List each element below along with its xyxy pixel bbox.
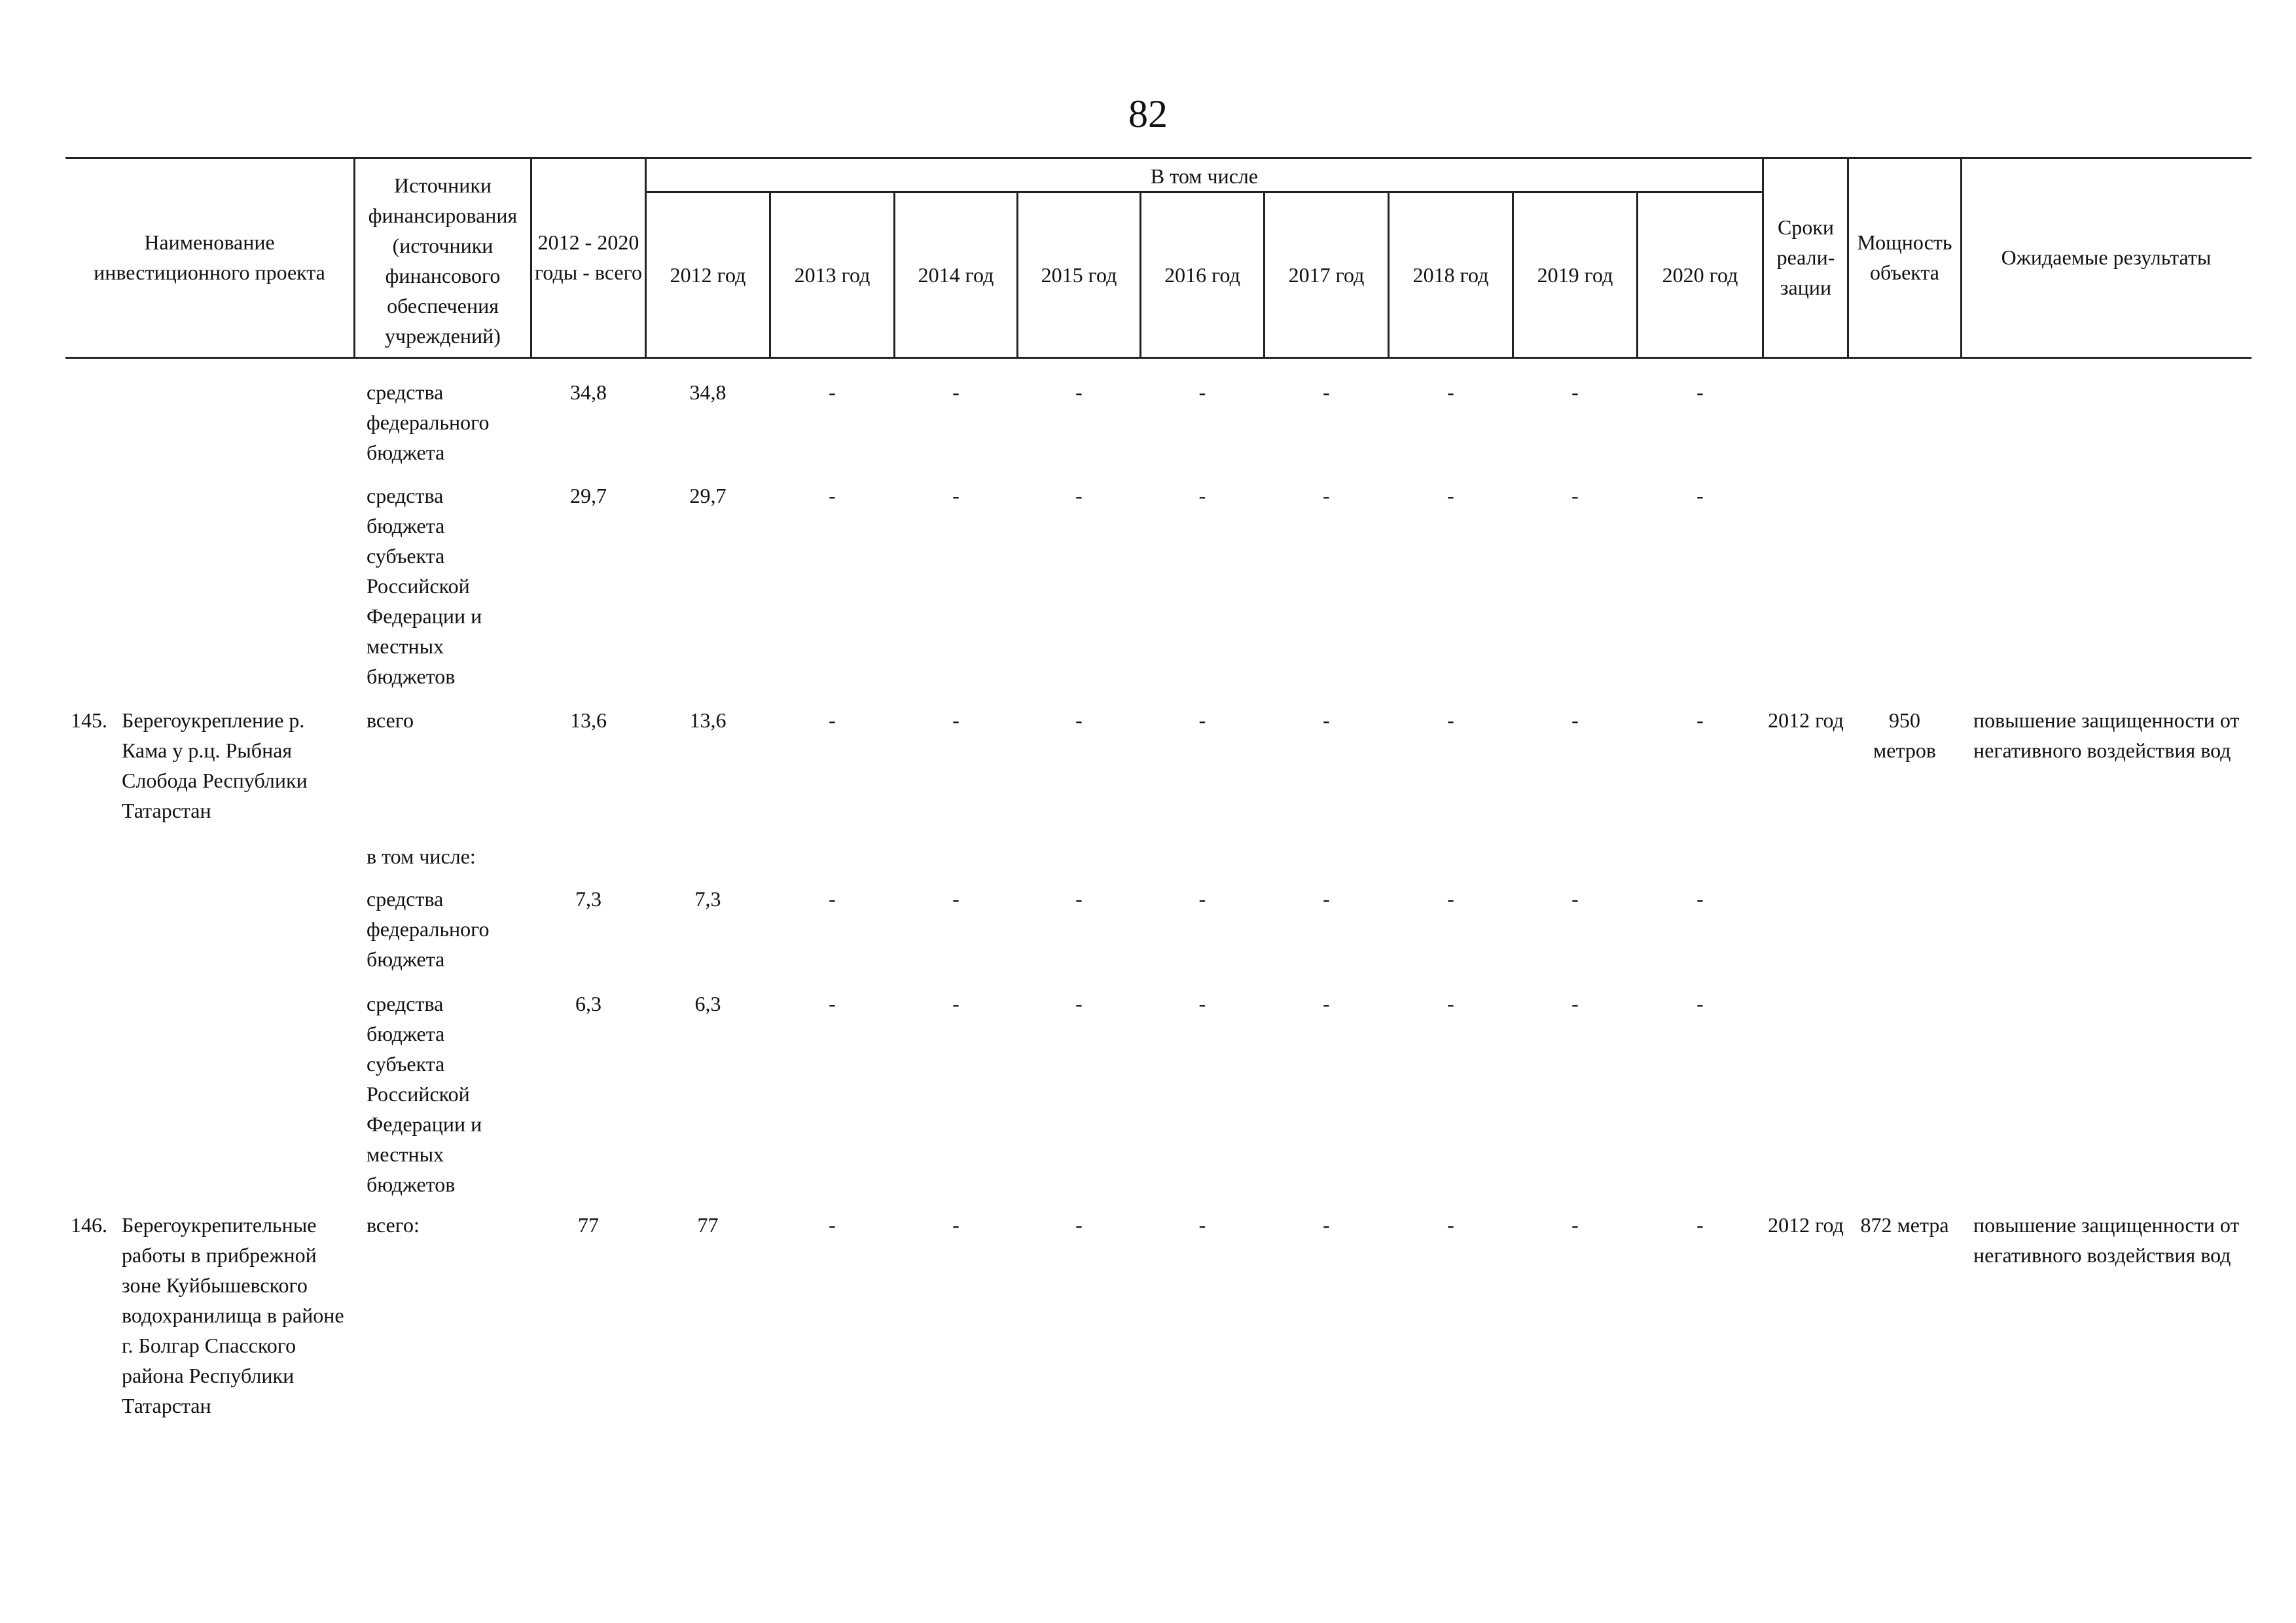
row-capacity: 872 метра [1860,1213,1949,1237]
row-2016: - [1198,484,1206,507]
col-divider [1762,157,1764,357]
row-2017: - [1323,887,1330,911]
row-2018: - [1447,1213,1454,1237]
row-2018: - [1447,708,1454,732]
row-2016: - [1198,380,1206,404]
row-2015: - [1075,484,1083,507]
project-name: Берегоукрепление р. Кама у р.ц. Рыбная Слобода Республики Татарстан [122,708,308,822]
row-2017: - [1323,484,1330,507]
header-terms: Сроки реали- зации [1776,215,1835,299]
row-2016: - [1198,708,1206,732]
row-2015: - [1075,887,1083,911]
row-2015: - [1075,992,1083,1015]
row-2019: - [1571,708,1579,732]
header-year-2012: 2012 год [670,263,746,287]
row-2014: - [952,708,960,732]
row-2018: - [1447,484,1454,507]
row-2020: - [1696,887,1704,911]
row-2014: - [952,484,960,507]
row-2012: 29,7 [689,484,726,507]
row-2013: - [829,708,836,732]
row-total: 7,3 [575,887,601,911]
row-2019: - [1571,992,1579,1015]
row-2015: - [1075,1213,1083,1237]
header-bottom-rule [65,357,2251,359]
row-2013: - [829,992,836,1015]
row-2017: - [1323,708,1330,732]
row-result: повышение защищенности от негативного воздействия вод [1973,708,2240,762]
row-total: 77 [578,1213,599,1237]
row-2020: - [1696,380,1704,404]
header-including: В том числе [1150,164,1259,188]
header-total: 2012 - 2020 годы - всего [535,230,642,284]
page-number: 82 [1128,92,1168,136]
row-2015: - [1075,708,1083,732]
row-2014: - [952,887,960,911]
header-capacity: Мощность объекта [1857,230,1952,284]
row-2020: - [1696,1213,1704,1237]
row-2018: - [1447,380,1454,404]
row-2017: - [1323,1213,1330,1237]
row-2020: - [1696,708,1704,732]
row-2012: 7,3 [694,887,721,911]
row-source: всего: [367,1213,420,1237]
row-2019: - [1571,484,1579,507]
row-2012: 34,8 [689,380,726,404]
row-2013: - [829,484,836,507]
row-total: 34,8 [570,380,607,404]
row-2012: 6,3 [694,992,721,1015]
row-source: в том числе: [367,845,476,868]
row-terms: 2012 год [1768,1213,1844,1237]
header-project-name: Наименование инвестиционного проекта [94,230,325,284]
row-2013: - [829,887,836,911]
row-source: средства бюджета субъекта Российской Федерации и местных бюджетов [367,992,482,1196]
row-2018: - [1447,992,1454,1015]
row-2015: - [1075,380,1083,404]
row-source: средства федерального бюджета [367,380,490,464]
header-year-2014: 2014 год [918,263,994,287]
row-total: 6,3 [575,992,601,1015]
row-2016: - [1198,992,1206,1015]
project-name: Берегоукрепительные работы в прибрежной зоне Куйбышевского водохранилища в районе г. Болгар Спасского района Республики Татарстан [122,1213,344,1417]
project-number: 146. [71,1213,107,1237]
row-2018: - [1447,887,1454,911]
header-year-2016: 2016 год [1164,263,1240,287]
row-2020: - [1696,992,1704,1015]
row-result: повышение защищенности от негативного воздействия вод [1973,1213,2240,1267]
row-2019: - [1571,380,1579,404]
row-terms: 2012 год [1768,708,1844,732]
row-source: всего [367,708,414,732]
row-2013: - [829,380,836,404]
row-2016: - [1198,887,1206,911]
row-2017: - [1323,380,1330,404]
header-year-2019: 2019 год [1537,263,1613,287]
row-2016: - [1198,1213,1206,1237]
project-number: 145. [71,708,107,732]
row-total: 29,7 [570,484,607,507]
header-year-2015: 2015 год [1041,263,1117,287]
row-2014: - [952,1213,960,1237]
row-source: средства федерального бюджета [367,887,490,971]
header-results: Ожидаемые результаты [2001,245,2212,269]
header-year-2013: 2013 год [794,263,870,287]
row-source: средства бюджета субъекта Российской Федерации и местных бюджетов [367,484,482,688]
row-2012: 77 [697,1213,719,1237]
row-2017: - [1323,992,1330,1015]
row-total: 13,6 [570,708,607,732]
row-capacity: 950 метров [1873,708,1936,762]
header-sources: Источники финансирования (источники финансового обеспечения учреждений) [368,173,518,348]
header-year-2017: 2017 год [1288,263,1365,287]
row-2014: - [952,992,960,1015]
header-year-2018: 2018 год [1412,263,1489,287]
row-2019: - [1571,1213,1579,1237]
row-2020: - [1696,484,1704,507]
row-2014: - [952,380,960,404]
row-2013: - [829,1213,836,1237]
header-year-2020: 2020 год [1662,263,1738,287]
row-2019: - [1571,887,1579,911]
row-2012: 13,6 [689,708,726,732]
